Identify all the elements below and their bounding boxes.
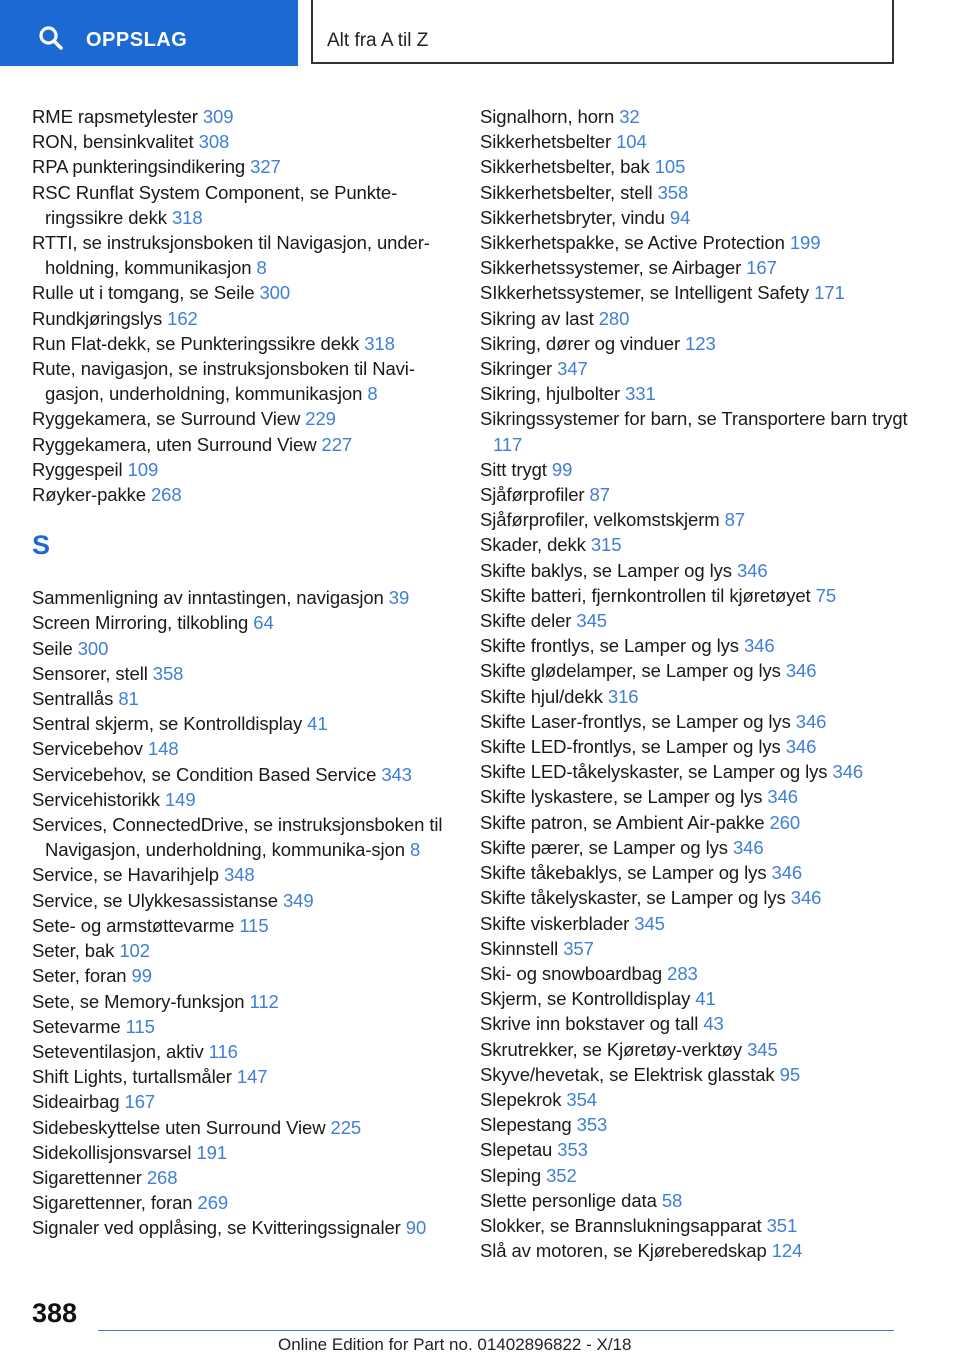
index-entry-text: Sikring, dører og vinduer [480,332,681,354]
page-link[interactable]: 354 [566,1088,597,1110]
page-link[interactable]: 167 [746,257,777,279]
index-entry-text: Sete, se Memory-funksjon [32,990,245,1012]
page-link[interactable]: 349 [282,889,314,911]
index-entry [32,1064,472,1089]
index-entry-text: Slå av motoren, se Kjøreberedskap [480,1240,767,1262]
index-entry [480,734,920,759]
index-entry [480,1112,920,1137]
index-column-left [32,104,472,1241]
index-entry-text: Ryggekamera, uten Surround View [32,433,317,455]
index-entry-text: Skifte Laser-frontlys, se Lamper og lys [480,710,791,732]
index-entry [32,913,472,938]
page-link[interactable]: 199 [789,232,821,254]
index-entry-text: Screen Mirroring, tilkobling [32,612,249,634]
page-link[interactable]: 117 [493,433,523,455]
index-entry [480,1188,920,1213]
page-link[interactable]: 268 [146,1166,178,1188]
index-entry [32,1039,472,1064]
page-link[interactable]: 315 [590,534,622,556]
index-entry [480,583,920,608]
index-entry [480,280,920,305]
index-entry [480,784,920,809]
page-link[interactable]: 148 [147,738,179,760]
page-link[interactable]: 346 [771,862,803,884]
index-entry [32,610,472,635]
index-entry-text: Slokker, se Brannslukningsapparat [480,1214,762,1236]
index-entry-text: Sikkerhetspakke, se Active Protection [480,232,785,254]
page-link[interactable]: 41 [307,713,328,735]
index-entry-text: Skifte frontlys, se Lamper og lys [480,635,739,657]
page-link[interactable]: 269 [197,1192,229,1214]
page-link[interactable]: 75 [815,584,837,606]
page-link[interactable]: 283 [667,962,698,984]
index-entry [32,989,472,1014]
index-entry [32,180,472,230]
page-link[interactable]: 346 [732,836,764,858]
index-entry-text: Sikringer [480,358,553,380]
page-link[interactable]: 346 [795,710,827,732]
index-entry [32,356,472,406]
index-entry-text: Skyve/hevetak, se Elektrisk glasstak [480,1063,775,1085]
index-entry [480,255,920,280]
index-entry-text: Skifte tåkelyskaster, se Lamper og lys [480,887,786,909]
index-entry-text: Service, se Havarihjelp [32,864,219,886]
index-entry [480,482,920,507]
index-entry-text: Skifte pærer, se Lamper og lys [480,836,728,858]
page-link[interactable]: 348 [223,864,255,886]
index-entry-text: Rundkjøringslys [32,307,163,329]
page-link[interactable]: 346 [790,887,822,909]
index-entry [480,1087,920,1112]
index-entry [480,356,920,381]
index-entry-text: Skifte lyskastere, se Lamper og lys [480,786,763,808]
index-entry [480,1037,920,1062]
index-entry-text: Sjåførprofiler [480,484,585,506]
page-link[interactable]: 191 [196,1141,228,1163]
page-link[interactable]: 102 [119,940,150,962]
index-entry [32,1089,472,1114]
letter-heading-s: S [32,530,51,561]
index-entry-text: Sete- og armstøttevarme [32,914,235,936]
index-entry-text: Sideairbag [32,1091,120,1113]
page-link[interactable]: 149 [164,788,196,810]
page-link[interactable]: 331 [625,383,656,405]
index-entry [32,963,472,988]
index-entry [32,787,472,812]
index-entries-r [32,104,472,507]
index-entry [480,911,920,936]
page-link[interactable]: 346 [785,660,817,682]
index-entry-text: RSC Runflat System Component, se Punkte‐ringssikre dekk [32,181,398,228]
index-entries-s [32,585,472,1240]
index-entry-text: Sidekollisjonsvarsel [32,1141,192,1163]
page-link[interactable]: 109 [127,458,159,480]
page-link[interactable]: 343 [381,763,412,785]
page-link[interactable]: 99 [551,458,573,480]
footer-edition-text: Online Edition for Part no. 01402896822 - X/18 [278,1335,632,1354]
index-entry [480,532,920,557]
page-link[interactable]: 162 [167,307,198,329]
index-entry [480,306,920,331]
index-entry [480,205,920,230]
page-link[interactable]: 99 [131,965,152,987]
index-entry-text: RON, bensinkvalitet [32,131,194,153]
index-entry [32,888,472,913]
index-entry-text: Sjåførprofiler, velkomstskjerm [480,509,720,531]
index-entry [32,280,472,305]
index-entry-text: Ryggekamera, se Surround View [32,408,301,430]
index-entry-text: SIkkerhetssystemer, se Intelligent Safety [480,282,810,304]
index-entry [480,810,920,835]
index-entry-text: Sikkerhetsbryter, vindu [480,206,665,228]
index-entry-text: Run Flat-dekk, se Punkteringssikre dekk [32,332,360,354]
page-link[interactable]: 227 [321,433,353,455]
index-entry-text: Services, ConnectedDrive, se instruksjonsboken til Navigasjon, underholdning, kommunika‐sjon [32,814,443,861]
page-link[interactable]: 353 [557,1139,588,1161]
index-entries-s-continued [480,104,920,1263]
index-entry-text: Skifte LED-frontlys, se Lamper og lys [480,736,781,758]
index-entry-text: Skifte hjul/dekk [480,685,603,707]
index-entry-text: Sensorer, stell [32,662,148,684]
index-entry [32,585,472,610]
page-link[interactable]: 345 [576,610,607,632]
index-entry [480,885,920,910]
index-entry [480,1238,920,1263]
index-entry-text: Skifte LED-tåkelyskaster, se Lamper og lys [480,761,828,783]
page-link[interactable]: 124 [771,1240,803,1262]
index-entry-text: Skrutrekker, se Kjøretøy-verktøy [480,1038,743,1060]
page-link[interactable]: 90 [405,1217,427,1239]
section-tab[interactable] [311,0,894,64]
index-entry [480,759,920,784]
index-entry-text: Signalhorn, horn [480,106,615,127]
index-entry [480,1163,920,1188]
index-entry [480,633,920,658]
page-link[interactable]: 347 [557,358,588,380]
index-entry-text: Skifte glødelamper, se Lamper og lys [480,660,781,682]
page-link[interactable]: 81 [118,688,139,710]
page-link[interactable]: 318 [364,332,395,354]
index-entry-text: Sikkerhetsbelter, stell [480,181,653,203]
index-entry-text: Seter, bak [32,940,115,962]
page-link[interactable]: 353 [576,1114,608,1136]
index-entry [32,762,472,787]
index-entry [480,381,920,406]
page-link[interactable]: 8 [367,383,378,405]
page-link[interactable]: 116 [208,1040,238,1062]
index-entry-text: Sikring av last [480,307,594,329]
page-number: 388 [32,1298,78,1328]
page-link[interactable]: 308 [198,131,230,153]
index-entry-text: Rulle ut i tomgang, se Seile [32,282,255,304]
index-entry-text: Sikringssystemer for barn, se Transportere barn trygt [480,408,908,430]
page-link[interactable]: 268 [150,484,182,506]
index-entry-text: Slepestang [480,1114,572,1136]
index-entry [32,938,472,963]
index-entry-text: Sikkerhetssystemer, se Airbager [480,257,742,279]
page-link[interactable]: 309 [202,106,234,127]
index-entry [480,961,920,986]
index-entry [32,1215,472,1240]
index-entry-text: Slette personlige data [480,1189,657,1211]
index-entry-text: Sitt trygt [480,458,547,480]
page-link[interactable]: 41 [695,988,716,1010]
page-link[interactable]: 94 [669,206,691,228]
index-entry-text: Seile [32,637,73,659]
index-entry [32,331,472,356]
index-entry [32,1115,472,1140]
index-entry [480,331,920,356]
index-entry-text: Slepekrok [480,1088,562,1110]
index-entry-text: Sigarettenner, foran [32,1192,193,1214]
index-entry [32,1014,472,1039]
index-entry-text: Skifte patron, se Ambient Air-pakke [480,811,765,833]
page-link[interactable]: 105 [654,156,686,178]
page-link[interactable]: 346 [736,559,768,581]
index-entry-text: Ryggespeil [32,458,123,480]
page-link[interactable]: 260 [769,811,801,833]
index-entry-text: Servicebehov [32,738,143,760]
page-link[interactable]: 123 [685,332,716,354]
index-entry-text: Sikring, hjulbolter [480,383,621,405]
index-entry-text: Skifte tåkebaklys, se Lamper og lys [480,862,767,884]
index-entry-text: RPA punkteringsindikering [32,156,246,178]
page-link[interactable]: 346 [767,786,798,808]
page-link[interactable]: 87 [724,509,746,531]
index-entry [480,709,920,734]
page-link[interactable]: 171 [814,282,845,304]
index-entry [480,860,920,885]
index-entry [480,406,920,456]
index-entry-text: Sentrallås [32,688,114,710]
index-entry [480,835,920,860]
index-entry [32,129,472,154]
section-tab-label: Alt fra A til Z [327,30,429,51]
index-entry [32,432,472,457]
index-entry-text: Seteventilasjon, aktiv [32,1040,204,1062]
page-link[interactable]: 104 [616,131,647,153]
index-entry-text: Sikkerhetsbelter, bak [480,156,650,178]
page-link[interactable]: 345 [747,1038,778,1060]
page-link[interactable]: 112 [249,990,279,1012]
index-entry-text: Signaler ved opplåsing, se Kvitteringssignaler [32,1217,401,1239]
index-entry [32,1140,472,1165]
index-entry [480,230,920,255]
index-entry [32,154,472,179]
footer-divider [98,1330,894,1331]
index-entry [480,457,920,482]
page-link[interactable]: 32 [619,106,640,127]
page-link[interactable]: 352 [546,1164,577,1186]
index-entry-text: Røyker-pakke [32,484,146,506]
index-entry-text: Skjerm, se Kontrolldisplay [480,988,691,1010]
page-link[interactable]: 8 [410,839,421,861]
index-entry [480,1011,920,1036]
page-link[interactable]: 300 [77,637,109,659]
index-entry [480,684,920,709]
index-entry-text: Sidebeskyttelse uten Surround View [32,1116,326,1138]
search-icon [38,25,64,51]
index-entry [480,180,920,205]
index-entry [32,104,472,129]
index-entry [480,104,920,129]
index-entry [480,507,920,532]
index-entry-text: Sigarettenner [32,1166,142,1188]
page-link[interactable]: 327 [250,156,281,178]
page-link[interactable]: 229 [305,408,336,430]
page-link[interactable]: 167 [124,1091,156,1113]
index-entry-text: Setevarme [32,1015,121,1037]
page-link[interactable]: 8 [256,257,267,279]
page-link[interactable]: 64 [253,612,274,634]
index-entry [480,608,920,633]
index-entry [32,482,472,507]
index-entry [32,306,472,331]
page-link[interactable]: 115 [239,914,269,936]
index-entry [32,1165,472,1190]
index-entry-text: Sikkerhetsbelter [480,131,612,153]
index-entry [480,986,920,1011]
page-link[interactable]: 346 [743,635,775,657]
index-entry-text: RTTI, se instruksjonsboken til Navigasjon, under‐holdning, kommunikasjon [32,232,430,279]
index-entry-text: Shift Lights, turtallsmåler [32,1066,232,1088]
index-entry-text: Servicebehov, se Condition Based Service [32,763,377,785]
index-entry [32,736,472,761]
index-entry-text: Rute, navigasjon, se instruksjonsboken til Navi‐gasjon, underholdning, kommunikasjon [32,358,415,405]
index-entry-text: Skifte viskerblader [480,912,630,934]
index-entry [32,1190,472,1215]
index-entry [32,636,472,661]
index-entry-text: Sleping [480,1164,542,1186]
index-entry-text: Slepetau [480,1139,553,1161]
index-entry-text: Skader, dekk [480,534,586,556]
page-link[interactable]: 357 [563,937,594,959]
index-entry-text: Servicehistorikk [32,788,160,810]
index-entry [32,812,472,862]
page-link[interactable]: 43 [703,1013,724,1035]
top-navigation [0,0,960,66]
index-entry-text: Skinnstell [480,937,559,959]
search-tab-label: OPPSLAG [86,29,188,51]
index-entry [480,558,920,583]
page-link[interactable]: 300 [259,282,291,304]
page-link[interactable]: 318 [171,206,203,228]
page-link[interactable]: 147 [236,1066,268,1088]
page-link[interactable]: 358 [657,181,689,203]
page-link[interactable]: 115 [125,1015,155,1037]
page-link[interactable]: 351 [766,1214,798,1236]
index-entry-text: Sammenligning av inntastingen, navigasjon [32,587,384,609]
index-entry [480,129,920,154]
page-link[interactable]: 346 [832,761,864,783]
index-column-right [480,104,920,1263]
index-entry [480,658,920,683]
page-link[interactable]: 358 [152,662,184,684]
index-entry [32,661,472,686]
index-entry [32,686,472,711]
page-link[interactable]: 316 [607,685,639,707]
index-entry-text: Skifte deler [480,610,572,632]
page-link[interactable]: 39 [388,587,410,609]
page-link[interactable]: 58 [661,1189,683,1211]
index-entry-text: Service, se Ulykkesassistanse [32,889,278,911]
index-entry [480,1062,920,1087]
index-entry [480,1137,920,1162]
index-entry [480,936,920,961]
page-link[interactable]: 95 [779,1063,801,1085]
search-tab[interactable] [0,0,298,66]
index-entry-text: Ski- og snowboardbag [480,962,663,984]
index-entry [32,862,472,887]
page-link[interactable]: 87 [589,484,610,506]
index-entry-text: Skifte batteri, fjernkontrollen til kjøretøyet [480,584,811,606]
index-entry-text: Skrive inn bokstaver og tall [480,1013,699,1035]
page-link[interactable]: 225 [330,1116,362,1138]
index-entry-text: Skifte baklys, se Lamper og lys [480,559,732,581]
index-entry [32,457,472,482]
index-entry-text: RME rapsmetylester [32,106,198,127]
page-link[interactable]: 346 [785,736,817,758]
index-entry-text: Sentral skjerm, se Kontrolldisplay [32,713,303,735]
page-link[interactable]: 280 [598,307,630,329]
index-entry [480,1213,920,1238]
index-entry-text: Seter, foran [32,965,127,987]
index-entry [480,154,920,179]
page-link[interactable]: 345 [634,912,665,934]
index-entry [32,406,472,431]
index-entry [32,230,472,280]
index-entry [32,711,472,736]
